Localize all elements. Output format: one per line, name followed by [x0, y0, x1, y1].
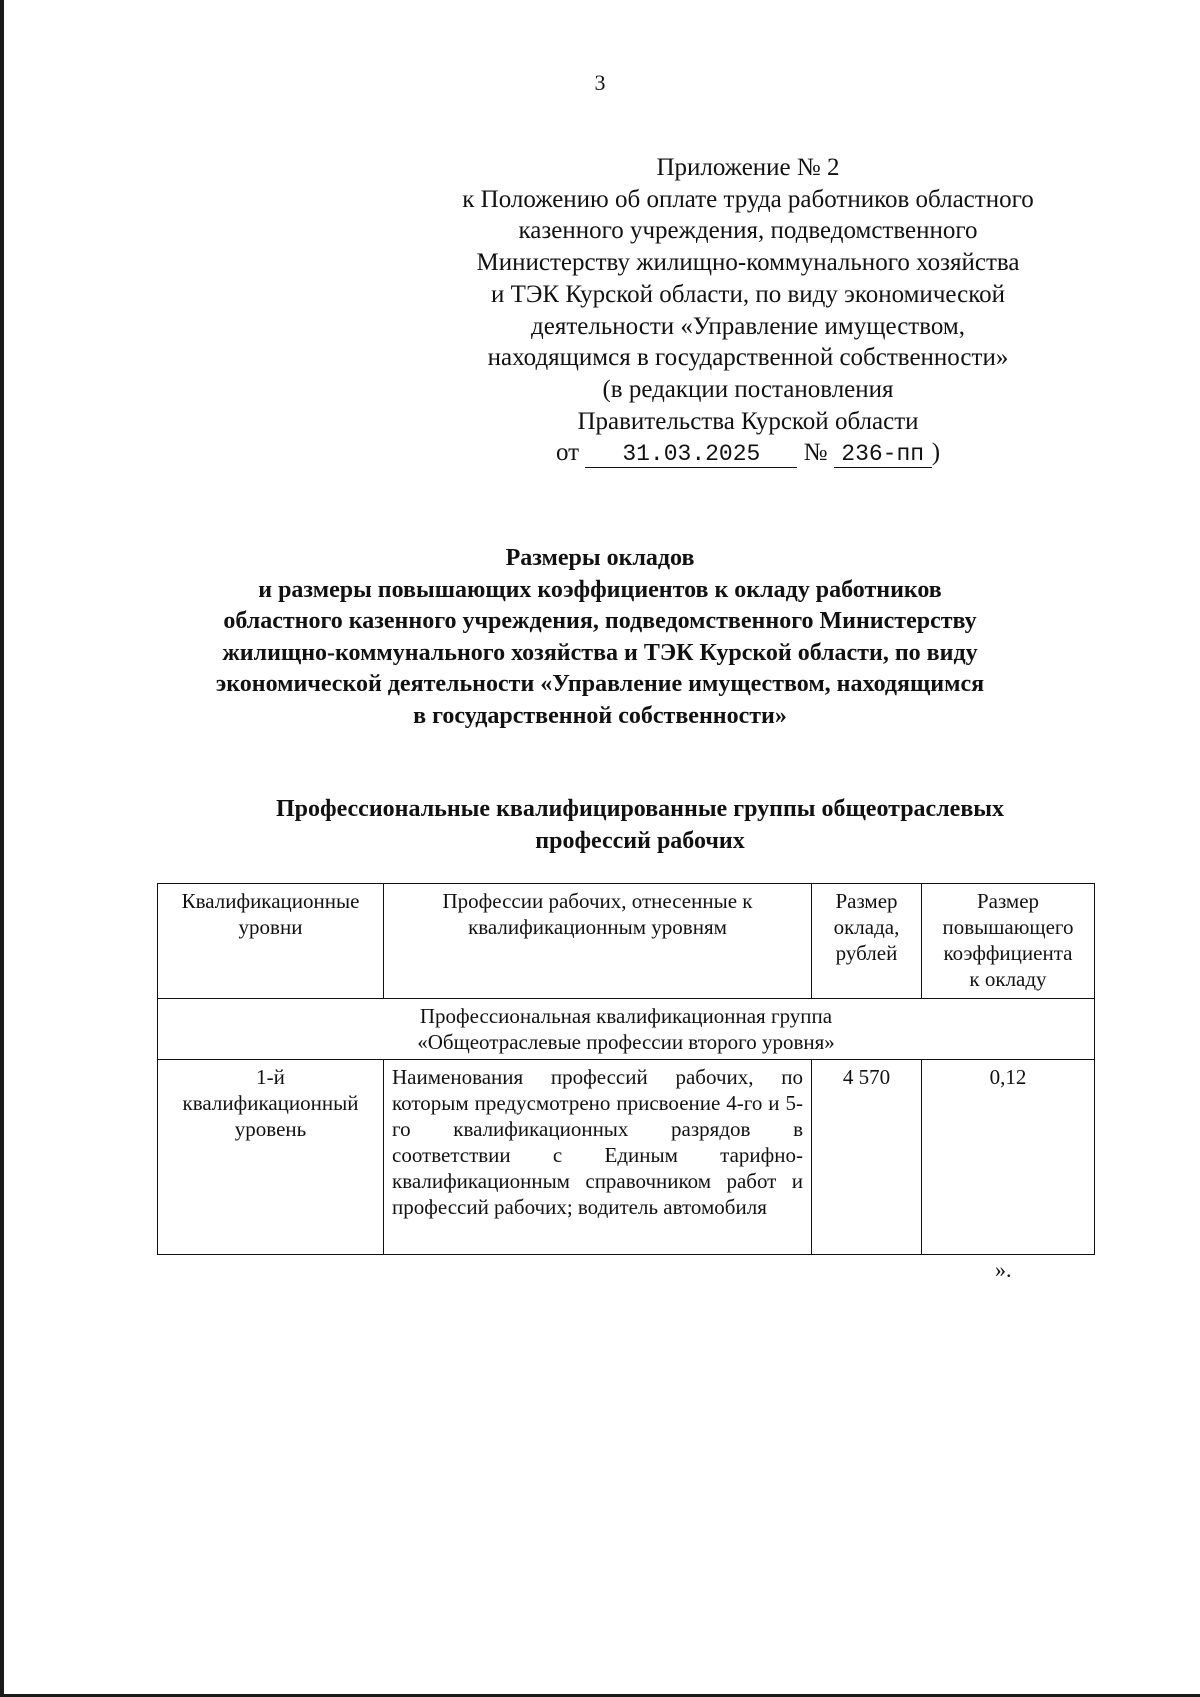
level-text: квалификационный — [182, 1091, 359, 1115]
professions-cell: Наименования профессий рабочих, по которым предусмотрено присвоение 4-го и 5-го квалификационных разрядов в соответствии с Единым тарифно-квалификационным справочником работ и профессий рабочих; водитель автомобиля — [384, 1060, 812, 1255]
group-row — [158, 999, 1095, 1060]
title-line: областного казенного учреждения, подведомственного Министерству — [223, 608, 977, 634]
title-line: жилищно-коммунального хозяйства и ТЭК Курской области, по виду — [222, 639, 978, 666]
page-number: 3 — [594, 70, 606, 95]
header-text: оклада, — [833, 915, 900, 939]
section-title-line: Профессиональные квалифицированные группы общеотраслевых — [275, 796, 1005, 822]
header-text: коэффициента — [943, 941, 1073, 965]
appendix-line: и ТЭК Курской области, по виду экономической — [491, 280, 1005, 308]
appendix-line: к Положению об оплате труда работников областного — [462, 185, 1034, 213]
document-title — [150, 543, 1050, 732]
level-text: 1-й — [256, 1065, 285, 1089]
header-text: Размер — [976, 889, 1040, 913]
section-title — [200, 794, 1080, 857]
appendix-line: Приложение № 2 — [656, 154, 840, 181]
title-line: в государственной собственности» — [413, 702, 787, 729]
appendix-line: казенного учреждения, подведомственного — [518, 217, 978, 245]
header-text: Квалификационные — [181, 889, 360, 913]
header-text: уровни — [238, 915, 303, 939]
qualification-group-cell — [158, 999, 1095, 1060]
group-text: Профессиональная квалификационная группа — [419, 1004, 833, 1028]
appendix-line: деятельности «Управление имуществом, — [531, 312, 965, 340]
title-line: Размеры окладов — [505, 545, 695, 571]
header-coefficient — [922, 884, 1095, 999]
header-qualification-levels — [158, 884, 384, 999]
section-title-line: профессий рабочих — [535, 827, 745, 854]
group-text: «Общеотраслевые профессии второго уровня» — [417, 1030, 835, 1054]
header-text: Размер — [835, 889, 898, 913]
level-text: уровень — [234, 1117, 307, 1141]
title-line: и размеры повышающих коэффициентов к окладу работников — [258, 576, 942, 603]
resolution-date-line — [400, 437, 1096, 469]
level-cell — [158, 1060, 384, 1255]
scan-border-left — [0, 0, 4, 1697]
closing-paren: ) — [931, 439, 941, 467]
table-row — [158, 1060, 1095, 1255]
appendix-line: находящимся в государственной собственности» — [487, 344, 1009, 372]
appendix-line: Министерству жилищно-коммунального хозяйства — [476, 249, 1020, 277]
resolution-date: 31.03.2025 — [585, 441, 797, 468]
header-text: квалификационным уровням — [468, 915, 727, 939]
header-text: к окладу — [969, 967, 1047, 991]
header-professions — [384, 884, 812, 999]
appendix-line: (в редакции постановления — [602, 375, 894, 403]
salary-cell: 4 570 — [812, 1060, 922, 1255]
salary-table — [157, 883, 1095, 1255]
closing-quote: ». — [995, 1257, 1012, 1282]
number-sign: № — [803, 439, 828, 467]
coefficient-cell: 0,12 — [922, 1060, 1095, 1255]
header-text: Профессии рабочих, отнесенные к — [442, 889, 753, 913]
header-salary — [812, 884, 922, 999]
title-line: экономической деятельности «Управление имуществом, находящимся — [215, 671, 985, 697]
header-text: рублей — [835, 941, 898, 965]
appendix-line: Правительства Курской области — [577, 407, 919, 435]
resolution-number: 236-пп — [834, 441, 932, 468]
table-header-row — [158, 884, 1095, 999]
header-text: повышающего — [942, 915, 1074, 939]
appendix-header — [400, 152, 1096, 469]
date-prefix: от — [555, 439, 580, 467]
